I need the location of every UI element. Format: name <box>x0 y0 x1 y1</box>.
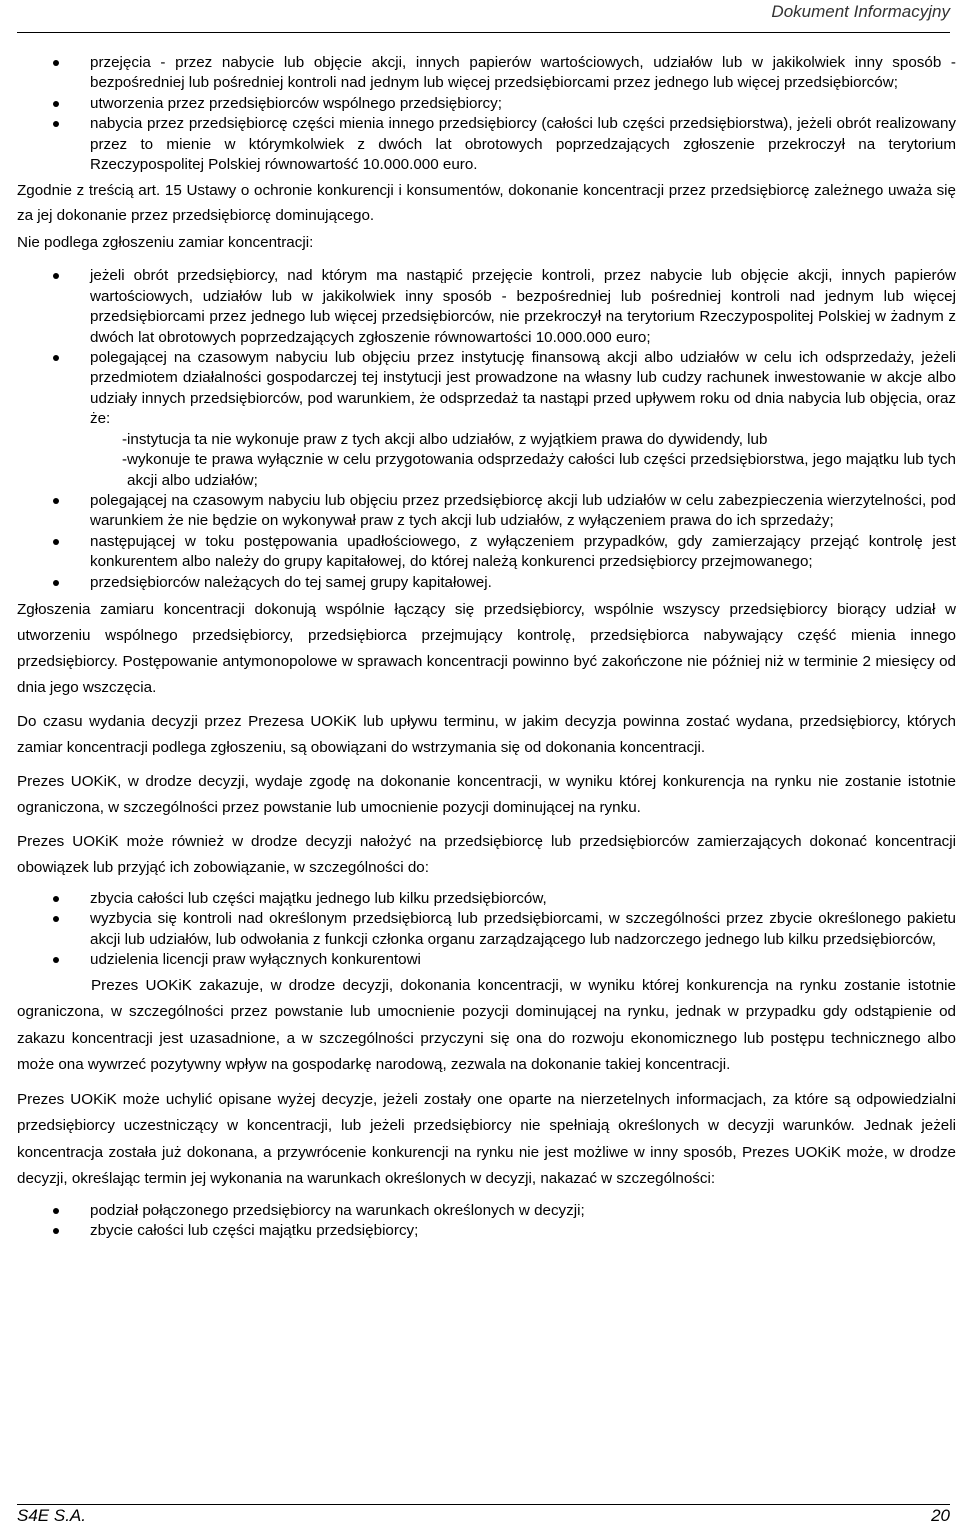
page-footer <box>0 1504 960 1526</box>
list-item: podział połączonego przedsiębiorcy na warunkach określonych w decyzji; <box>17 1201 956 1221</box>
list-item: następującej w toku postępowania upadłościowego, z wyłączeniem przypadków, gdy zamierzający przejąć kontrolę jest konkurentem albo należy do grupy kapitałowej, do której należą konkurenci przedsiębiorcy przejmowanego; <box>17 532 956 573</box>
obligations-list <box>17 889 956 971</box>
list-item: jeżeli obrót przedsiębiorcy, nad którym ma nastąpić przejęcie kontroli, przez nabycie lub objęcie akcji, innych papierów wartościowych, udziałów lub w jakikolwiek inny sposób - bezpośredniej lub pośredniej kontroli nad jednym lub więcej przedsiębiorcami przez jednego lub więcej przedsiębiorców, nie przekroczył na terytorium Rzeczypospolitej Polskiej w żadnym z dwóch lat obrotowych poprzedzających zgłoszenie równowartości 10.000.000 euro; <box>17 266 956 348</box>
list-item: utworzenia przez przedsiębiorców wspólnego przedsiębiorcy; <box>17 94 956 114</box>
page-number: 20 <box>931 1506 950 1525</box>
list-item <box>17 348 956 491</box>
document-body <box>17 53 956 1241</box>
sub-list <box>90 430 956 491</box>
exemptions-list <box>17 266 956 593</box>
list-item: przejęcia - przez nabycie lub objęcie akcji, innych papierów wartościowych, udziałów lub w jakikolwiek inny sposób - bezpośredniej lub pośredniej kontroli nad jednym lub więcej przedsiębiorcami przez jednego lub więcej przedsiębiorców; <box>17 53 956 94</box>
concentration-types-list <box>17 53 956 175</box>
list-item-text: polegającej na czasowym nabyciu lub objęciu przez instytucję finansową akcji albo udziałów w celu ich odsprzedaży, jeżeli przedmiotem działalności gospodarczej tej instytucji jest prowadzone na własny lub cudzy rachunek inwestowanie w akcje albo udziały innych przedsiębiorców, pod warunkiem, że odsprzedaż ta nastąpi przed upływem roku od dnia nabycia lub objęcia, oraz że: <box>90 349 956 428</box>
list-item: udzielenia licencji praw wyłącznych konkurentowi <box>17 950 956 970</box>
paragraph: Do czasu wydania decyzji przez Prezesa UOKiK lub upływu terminu, w jakim decyzja powinna zostać wydana, przedsiębiorcy, których zamiar koncentracji podlega zgłoszeniu, są obowiązani do wstrzymania się od dokonania koncentracji. <box>17 712 956 756</box>
sub-list-item: - wykonuje te prawa wyłącznie w celu przygotowania odsprzedaży całości lub części przedsiębiorstwa, jego majątku lub tych akcji albo udziałów; <box>90 450 956 491</box>
page-header <box>0 0 960 33</box>
sub-list-item: - instytucja ta nie wykonuje praw z tych akcji albo udziałów, z wyjątkiem prawa do dywidendy, lub <box>90 430 956 450</box>
paragraph: Prezes UOKiK może również w drodze decyzji nałożyć na przedsiębiorcę lub przedsiębiorców zamierzających dokonać koncentracji obowiązek lub przyjąć ich zobowiązanie, w szczególności do: <box>17 832 956 876</box>
list-item: wyzbycia się kontroli nad określonym przedsiębiorcą lub przedsiębiorcami, w szczególności przez zbycie określonego pakietu akcji lub udziałów, lub odwołania z funkcji członka organu zarządzającego lub nadzorczego jednego lub kilku przedsiębiorców, <box>17 909 956 950</box>
list-item: polegającej na czasowym nabyciu lub objęciu przez przedsiębiorcę akcji lub udziałów w celu zabezpieczenia wierzytelności, pod warunkiem że nie będzie on wykonywał praw z tych akcji lub udziałów, z wyłączeniem prawa do ich sprzedaży; <box>17 491 956 532</box>
paragraph: Prezes UOKiK zakazuje, w drodze decyzji, dokonania koncentracji, w wyniku której konkurencja na rynku zostanie istotnie ograniczona, w szczególności przez powstanie lub umocnienie pozycji dominującej na rynku, jednak w przypadku gdy odstąpienie od zakazu koncentracji jest uzasadnione, a w szczególności przyczyni się ona do rozwoju ekonomicznego lub postępu technicznego albo może ona wywrzeć pozytywny wpływ na gospodarkę narodową, zezwala na dokonanie takiej koncentracji. <box>17 976 956 1074</box>
remedies-list <box>17 1201 956 1242</box>
list-item: zbycie całości lub części majątku przedsiębiorcy; <box>17 1221 956 1241</box>
document-title: Dokument Informacyjny <box>771 2 950 21</box>
footer-divider <box>17 1504 950 1505</box>
paragraph: Zgodnie z treścią art. 15 Ustawy o ochronie konkurencji i konsumentów, dokonanie koncentracji przez przedsiębiorcę zależnego uważa się za jej dokonanie przez przedsiębiorcę dominującego. <box>17 182 956 224</box>
company-name: S4E S.A. <box>17 1506 86 1525</box>
header-divider <box>17 32 950 33</box>
paragraph: Prezes UOKiK, w drodze decyzji, wydaje zgodę na dokonanie koncentracji, w wyniku której konkurencja na rynku nie zostanie istotnie ograniczona, w szczególności przez powstanie lub umocnienie pozycji dominującej na rynku. <box>17 772 956 816</box>
paragraph: Nie podlega zgłoszeniu zamiar koncentracji: <box>17 234 314 252</box>
list-item: nabycia przez przedsiębiorcę części mienia innego przedsiębiorcy (całości lub części przedsiębiorstwa), jeżeli obrót realizowany przez to mienie w którymkolwiek z dwóch lat obrotowych poprzedzających zgłoszenie przekroczył na terytorium Rzeczypospolitej Polskiej równowartość 10.000.000 euro. <box>17 114 956 175</box>
paragraph: Prezes UOKiK może uchylić opisane wyżej decyzje, jeżeli zostały one oparte na nierzetelnych informacjach, za które są odpowiedzialni przedsiębiorcy uczestniczący w koncentracji, lub jeżeli przedsiębiorcy nie spełniają określonych w decyzji warunków. Jednak jeżeli koncentracja została już dokonana, a przywrócenie konkurencji na rynku nie jest możliwe w inny sposób, Prezes UOKiK może, w drodze decyzji, określając termin jej wykonania na warunkach określonych w decyzji, nakazać w szczególności: <box>17 1090 956 1188</box>
list-item: zbycia całości lub części majątku jednego lub kilku przedsiębiorców, <box>17 889 956 909</box>
paragraph: Zgłoszenia zamiaru koncentracji dokonują wspólnie łączący się przedsiębiorcy, wspólnie wszyscy przedsiębiorcy biorący udział w utworzeniu wspólnego przedsiębiorcy, przedsiębiorca przejmujący kontrolę, przedsiębiorca nabywający część mienia innego przedsiębiorcy. Postępowanie antymonopolowe w sprawach koncentracji powinno być zakończone nie później niż w terminie 2 miesięcy od dnia jego wszczęcia. <box>17 600 956 696</box>
list-item: przedsiębiorców należących do tej samej grupy kapitałowej. <box>17 573 956 593</box>
